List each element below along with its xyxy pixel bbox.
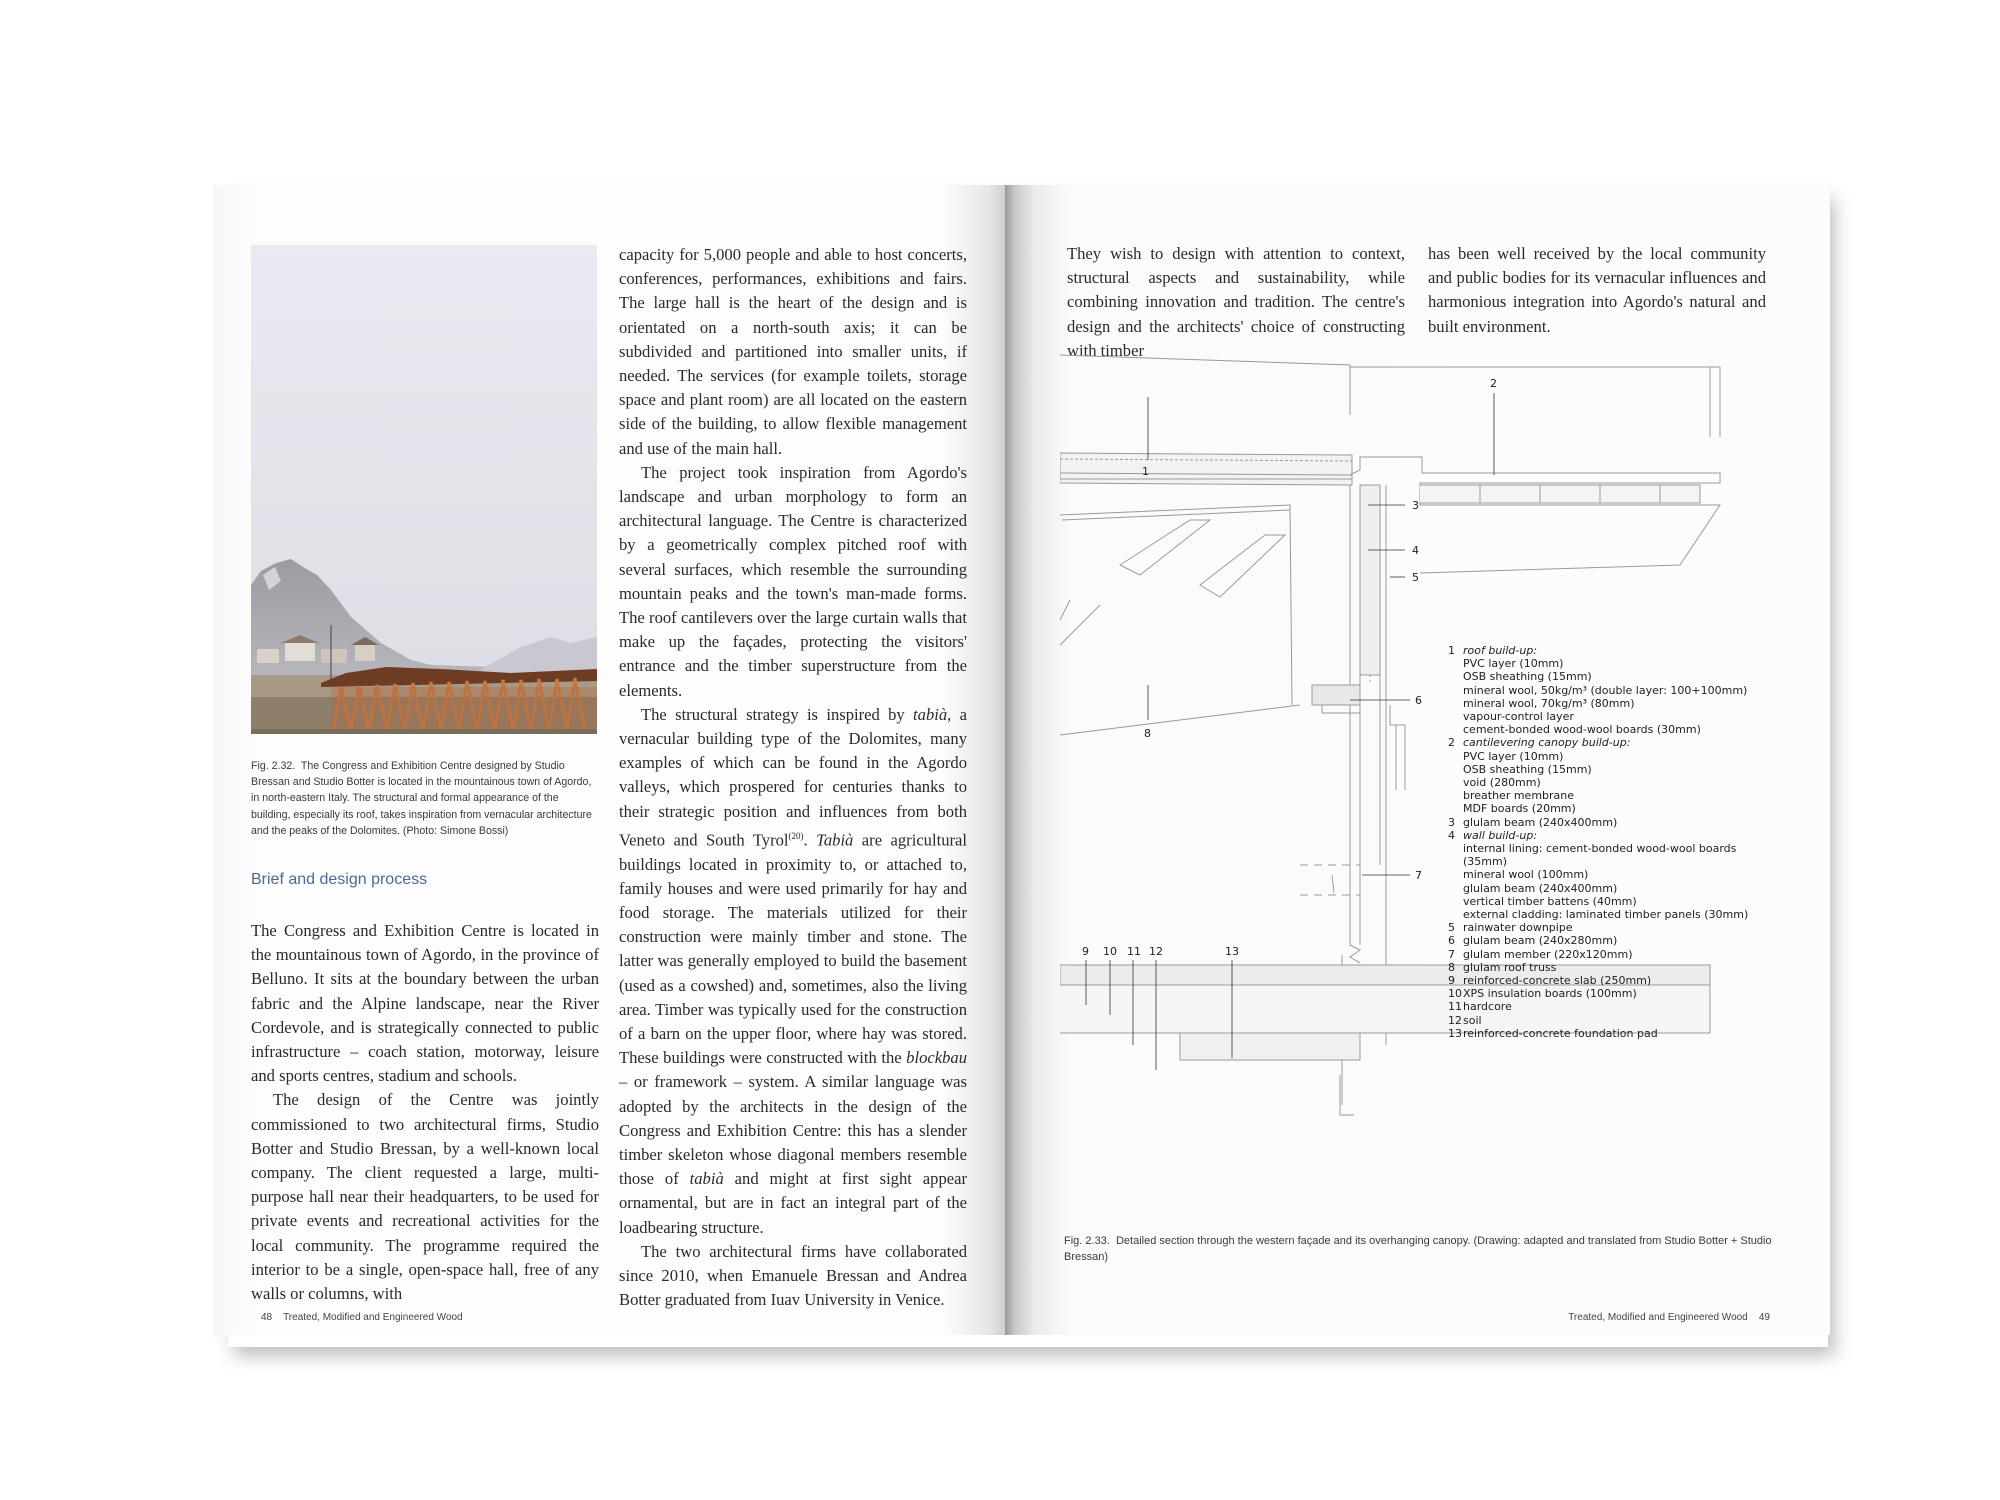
roof-truss — [1060, 505, 1290, 520]
page-number: 49 — [1758, 1312, 1770, 1323]
paragraph: The Congress and Exhibition Centre is located in the mountainous town of Agordo, in the province of Belluno. It sits at the boundary between the urban fabric and the Alpine landscape, near the River Cordevole, and is strategically connected to public infrastructure – coach station, motorway, leisure and sports centres, stadium and schools. — [251, 921, 599, 1086]
svg-text:12: 12 — [1149, 945, 1163, 958]
legend-item: 6 glulam beam (240x280mm) — [1448, 934, 1618, 948]
right-footer — [1568, 1312, 1770, 1323]
legend-item: 8 glulam roof truss — [1448, 960, 1557, 974]
paragraph-structural-strategy: The structural strategy is inspired by tabià, a vernacular building type of the Dolomites, many examples of which can be found in the Agordo valleys, which prospered for centuries thanks to their strategic position and influences from both Veneto and South Tyrol$^{(20)}$. Tabià are agricultural buildings located in proximity to, or attached to, family houses and were used primarily for hay and food storage. The materials utilized for their construction were mainly timber and stone. The latter was generally employed to build the basement (used as a cowshed) and, sometimes, also the living area. Timber was typically used for the construction of a barn on the upper floor, where hay was stored. These buildings were constructed with the blockbau – or framework – system. A similar language was adopted by the architects in the design of the Congress and Exhibition Centre: this has a slender timber skeleton whose diagonal members resemble those of tabià and might at first sight appear ornamental, but are in fact an integral part of the loadbearing structure. — [619, 704, 967, 1237]
right-top-column-1: They wish to design with attention to context, structural aspects and sustainability, while combining innovation and tradition. The centre's design and the architects' choice of constructing with timber — [1067, 244, 1405, 360]
svg-text:7: 7 — [1415, 869, 1422, 882]
exhibition-centre — [321, 667, 597, 731]
running-title: Treated, Modified and Engineered Wood — [1568, 1312, 1748, 1323]
legend-item: 10XPS insulation boards (100mm) — [1448, 987, 1637, 1001]
legend-item: 5 rainwater downpipe — [1448, 921, 1573, 935]
svg-text:6: 6 — [1415, 694, 1422, 707]
svg-text:3: 3 — [1412, 499, 1419, 512]
legend-item: 1 roof build-up: — [1448, 644, 1538, 657]
svg-text:9: 9 — [1082, 945, 1089, 958]
legend-item: 12soil — [1448, 1013, 1482, 1027]
figure-caption-text: The Congress and Exhibition Centre designed by Studio Bressan and Studio Botter is located in the mountainous town of Agordo, in north-eastern Italy. The structural and formal appearance of the building, especially its roof, takes inspiration from vernacular architecture and the peaks of the Dolomites. (Photo: Simone Bossi) — [251, 760, 592, 837]
svg-text:8: 8 — [1144, 727, 1151, 740]
figure-caption-text: Detailed section through the western façade and its overhanging canopy. (Drawing: adapted and translated from Studio Botter + Studio Bressan) — [1064, 1235, 1772, 1264]
paragraph: The project took inspiration from Agordo's landscape and urban morphology to form an architectural language. The Centre is characterized by a geometrically complex pitched roof with several surfaces, which resemble the surrounding mountain peaks and the town's man-made forms. The roof cantilevers over the large curtain walls that make up the façades, protecting the visitors' entrance and the timber superstructure from the elements. — [619, 462, 967, 700]
text-column-1 — [251, 919, 599, 1306]
legend-item: 3 glulam beam (240x400mm) — [1448, 815, 1618, 829]
svg-text:2: 2 — [1490, 377, 1497, 390]
section-heading: Brief and design process — [251, 871, 428, 888]
svg-text:10: 10 — [1103, 945, 1117, 958]
building-photo — [251, 245, 597, 734]
legend-item: 11hardcore — [1448, 1000, 1512, 1014]
svg-text:13: 13 — [1225, 945, 1239, 958]
right-top-column-2: has been well received by the local community and public bodies for its vernacular influences and harmonious integration into Agordo's natural and built environment. — [1428, 244, 1766, 336]
roof-buildup — [1060, 453, 1352, 485]
text-column-2 — [619, 243, 967, 1312]
figure-caption — [251, 758, 597, 839]
canopy — [1350, 457, 1720, 573]
paragraph: capacity for 5,000 people and able to host concerts, conferences, performances, exhibitions and fairs. The large hall is the heart of the design and is orientated on a north-south axis; it can be subdivided and partitioned into smaller units, if needed. The services (for example toilets, storage space and plant room) are all located on the eastern side of the building, to allow flexible management and use of the main hall. — [619, 245, 967, 458]
legend-item: 4 wall build-up: — [1448, 828, 1538, 842]
figure-caption — [1064, 1233, 1784, 1265]
drawing-legend: 1 roof build-up: PVC layer (10mm) OSB sheathing (15mm) mineral wool, 50kg/m³ (double layer: 100+100mm) mineral wool, 70kg/m³ (80mm) vapour-control layer cement-bonded wood-wool boards (30mm) 2 cantilevering canopy build-up: PVC layer (10mm) OSB sheathing (15mm) void (280mm) breather membrane MDF boards (20mm) 3 glulam beam (240x400mm) 4 wall build-up: internal lining: cement-bonded wood-wool boards (35mm) mineral wool (100mm) glulam beam (240x400mm) vertical timber battens (40mm) external cladding: laminated timber panels (30mm) 5 rainwater downpipe 6 glulam beam (240x280mm) 7 glulam member (220x120mm) 8 glulam roof truss 9 reinforced-concrete slab (250mm) 10XPS insulation boards (100mm) 11hardcore 12soil 13reinforced-concrete foundation pad — [1448, 644, 1749, 1040]
svg-text:4: 4 — [1412, 544, 1419, 557]
legend-item: 9 reinforced-concrete slab (250mm) — [1448, 974, 1652, 988]
legend-item: 13reinforced-concrete foundation pad — [1448, 1026, 1658, 1040]
left-footer — [261, 1312, 463, 1323]
svg-text:5: 5 — [1412, 571, 1419, 584]
paragraph: The design of the Centre was jointly commissioned to two architectural firms, Studio Botter and Studio Bressan, by a well-known local company. The client requested a large, multi-purpose hall near their headquarters, to be used for private events and recreational activities for the local community. The programme required the interior to be a single, open-space hall, free of any walls or columns, with — [251, 1090, 599, 1304]
foundation-pad — [1180, 1033, 1360, 1060]
page-number: 48 — [261, 1312, 273, 1323]
paragraph: The two architectural firms have collaborated since 2010, when Emanuele Bressan and Andrea Botter graduated from Iuav University in Venice. — [619, 1241, 967, 1310]
figure-caption-label: Fig. 2.32. — [251, 760, 296, 772]
running-title: Treated, Modified and Engineered Wood — [283, 1312, 463, 1323]
legend-item: 2 cantilevering canopy build-up: — [1448, 736, 1631, 750]
svg-text:1: 1 — [1142, 465, 1149, 478]
svg-text:11: 11 — [1127, 945, 1141, 958]
figure-caption-label: Fig. 2.33. — [1064, 1235, 1110, 1247]
left-page — [213, 185, 1005, 1335]
legend-item: 7 glulam member (220x120mm) — [1448, 947, 1633, 961]
